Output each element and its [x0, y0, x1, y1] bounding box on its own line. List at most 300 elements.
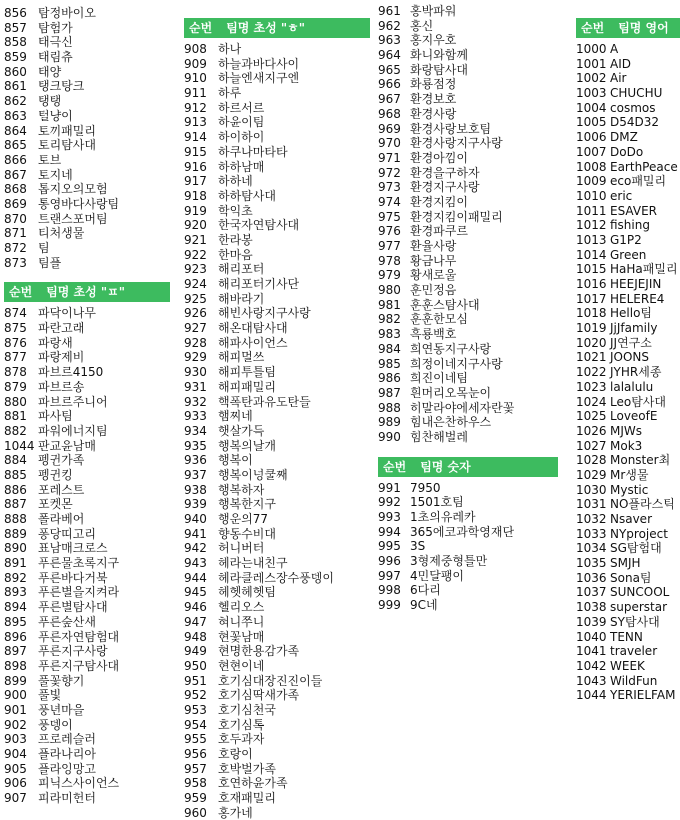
- team-number: 1044: [4, 438, 35, 453]
- team-row: [4, 615, 170, 630]
- team-row: [576, 453, 680, 468]
- team-name: TENN: [610, 629, 643, 644]
- team-name: 7950: [410, 480, 441, 495]
- team-row: [576, 145, 680, 160]
- team-name: 풍뎅이: [38, 717, 73, 732]
- team-name: 푸른별탐사대: [38, 600, 108, 615]
- team-number: 997: [378, 568, 401, 583]
- team-number: 1013: [576, 232, 607, 247]
- team-row: [184, 571, 370, 586]
- team-row: [184, 380, 370, 395]
- team-name: 해파사이언스: [218, 335, 288, 350]
- team-number: 1029: [576, 467, 607, 482]
- team-number: 1014: [576, 247, 607, 262]
- team-name: SY탐사대: [610, 614, 660, 629]
- team-number: 943: [184, 556, 207, 571]
- team-name: 탐정바이오: [38, 6, 96, 20]
- team-name: 학익초: [218, 203, 253, 218]
- team-number: 942: [184, 541, 207, 556]
- team-name: 행복의날개: [218, 438, 276, 453]
- team-number: 1012: [576, 218, 607, 233]
- team-number: 932: [184, 394, 207, 409]
- team-row: [378, 510, 558, 525]
- team-row: [4, 659, 170, 674]
- team-row: [378, 525, 558, 540]
- team-number: 971: [378, 150, 401, 165]
- team-number: 909: [184, 56, 207, 71]
- team-name: 판교윤남매: [38, 438, 96, 453]
- team-number: 915: [184, 144, 207, 159]
- team-row: [184, 350, 370, 365]
- team-name: 행복이넝쿨째: [218, 467, 288, 482]
- team-number: 975: [378, 209, 401, 224]
- header-team-label: 팀명 영어: [618, 21, 669, 35]
- team-row: [184, 468, 370, 483]
- team-name: 환경파쿠르: [410, 224, 468, 239]
- team-row: [576, 189, 680, 204]
- team-name: 호기심대장진진이들: [218, 673, 323, 688]
- team-row: [184, 336, 370, 351]
- team-name: ESAVER: [610, 203, 657, 218]
- team-row: [576, 365, 680, 380]
- team-row: [576, 571, 680, 586]
- team-row: [184, 762, 370, 777]
- team-number: 993: [378, 510, 401, 524]
- team-name: SG탐험대: [610, 541, 662, 556]
- header-team-label: 팀명 초성 "ㅎ": [226, 21, 306, 35]
- team-row: [4, 153, 170, 168]
- team-row: [184, 600, 370, 615]
- team-row: [576, 688, 680, 703]
- team-number: 989: [378, 415, 401, 430]
- team-row: [4, 468, 170, 483]
- team-name: 호연하윤가족: [218, 776, 288, 791]
- team-row: [4, 688, 170, 703]
- team-name: Leo탐사대: [610, 394, 666, 409]
- team-row: [4, 182, 170, 197]
- team-name: SMJH: [610, 556, 641, 571]
- team-row: [4, 197, 170, 212]
- team-name: Mok3: [610, 438, 643, 453]
- team-number: 978: [378, 253, 401, 268]
- team-name: 힘내은찬하우스: [410, 415, 492, 430]
- team-number: 869: [4, 196, 27, 211]
- team-row: [4, 94, 170, 109]
- team-row: [4, 571, 170, 586]
- team-number: 1010: [576, 188, 607, 203]
- team-row: [4, 556, 170, 571]
- team-number: 901: [4, 702, 27, 717]
- team-row: [378, 19, 558, 34]
- team-row: [4, 527, 170, 542]
- team-name: 해온대탐사대: [218, 321, 288, 336]
- team-row: [378, 195, 558, 210]
- team-name: 푸른별을지켜라: [38, 585, 120, 600]
- team-name: Sona팀: [610, 570, 652, 585]
- team-name: 태양: [38, 64, 62, 79]
- team-name: 홍가네: [218, 805, 253, 820]
- team-name: 푸른숲산새: [38, 614, 96, 629]
- team-name: 프로레슬러: [38, 732, 96, 747]
- team-number: 889: [4, 526, 27, 541]
- team-row: [4, 644, 170, 659]
- team-name: 행운의77: [218, 512, 269, 526]
- team-number: 891: [4, 556, 27, 571]
- team-name: 혀니쭈니: [218, 614, 265, 629]
- team-number: 1016: [576, 277, 607, 291]
- team-name: JYHR세종: [610, 365, 662, 380]
- team-row: [4, 439, 170, 454]
- team-name: G1P2: [610, 232, 642, 247]
- team-row: [4, 703, 170, 718]
- team-number: 1007: [576, 144, 607, 159]
- team-number: 908: [184, 42, 207, 56]
- team-name: HELERE4: [610, 291, 665, 306]
- team-row: [378, 371, 558, 386]
- team-row: [378, 239, 558, 254]
- team-number: 899: [4, 673, 27, 688]
- team-number: 880: [4, 394, 27, 409]
- team-name: 펭귄킹: [38, 467, 73, 482]
- team-number: 912: [184, 100, 207, 115]
- team-row: [184, 248, 370, 263]
- team-number: 948: [184, 629, 207, 644]
- team-row: [576, 615, 680, 630]
- team-name: 하나: [218, 42, 242, 56]
- team-name: 히말라야에세자란꽃: [410, 400, 515, 415]
- team-number: 1005: [576, 115, 607, 130]
- team-row: [576, 336, 680, 351]
- team-number: 998: [378, 583, 401, 598]
- team-number: 944: [184, 570, 207, 585]
- team-number: 922: [184, 247, 207, 262]
- team-row: [184, 42, 370, 57]
- team-name: 호기심딱새가족: [218, 688, 300, 703]
- team-row: [184, 365, 370, 380]
- team-row: [4, 50, 170, 65]
- team-name: 트랜스포머팀: [38, 211, 108, 226]
- team-number: 941: [184, 526, 207, 541]
- team-number: 858: [4, 35, 27, 50]
- team-number: 984: [378, 341, 401, 356]
- team-number: 967: [378, 92, 401, 107]
- team-name: 화룡점정: [410, 77, 457, 92]
- team-name: 파워에너지팀: [38, 423, 108, 438]
- team-row: [378, 283, 558, 298]
- team-number: 999: [378, 598, 401, 613]
- team-name: 해빈사랑지구사랑: [218, 306, 311, 321]
- team-row: [4, 321, 170, 336]
- team-name: 해리포터기사단: [218, 277, 300, 291]
- team-name: 햄찌네: [218, 409, 253, 424]
- team-name: 하쿠나마타타: [218, 144, 288, 159]
- column-2: [184, 4, 370, 820]
- team-name: 훈훈한모심: [410, 312, 468, 327]
- team-number: 945: [184, 585, 207, 600]
- team-row: [576, 292, 680, 307]
- team-number: 897: [4, 644, 27, 659]
- team-number: 1000: [576, 42, 607, 56]
- team-row: [576, 321, 680, 336]
- team-number: 968: [378, 106, 401, 121]
- team-row: [4, 365, 170, 380]
- team-name: 파브르주니어: [38, 394, 108, 409]
- team-number: 1035: [576, 556, 607, 571]
- team-row: [184, 644, 370, 659]
- team-name: 햇살가득: [218, 423, 265, 438]
- team-row: [184, 453, 370, 468]
- team-number: 1004: [576, 100, 607, 115]
- team-name: 호박벌가족: [218, 761, 276, 776]
- team-number: 900: [4, 688, 27, 703]
- team-number: 862: [4, 94, 27, 109]
- section-header: [576, 18, 680, 38]
- column-1: [4, 6, 170, 806]
- team-number: 1017: [576, 291, 607, 306]
- team-row: [4, 776, 170, 791]
- team-number: 874: [4, 306, 27, 321]
- team-number: 976: [378, 224, 401, 239]
- team-name: 헬리오스: [218, 600, 265, 615]
- team-row: [576, 600, 680, 615]
- team-name: 현현이네: [218, 658, 265, 673]
- team-name: 훈훈스탐사대: [410, 297, 480, 312]
- team-name: EarthPeace: [610, 159, 678, 174]
- team-name: 훈민정음: [410, 283, 457, 298]
- team-row: [4, 79, 170, 94]
- team-name: 퐁당띠고리: [38, 526, 96, 541]
- team-number: 1018: [576, 306, 607, 321]
- team-block: [378, 457, 558, 613]
- team-name: 한마음: [218, 247, 253, 262]
- team-name: NYproject: [610, 526, 668, 541]
- team-name: 푸른자연탐험대: [38, 629, 120, 644]
- team-row: [378, 224, 558, 239]
- team-name: eric: [610, 188, 633, 203]
- team-name: 행복한지구: [218, 497, 276, 512]
- team-row: [4, 6, 170, 21]
- team-name: 흑룡백호: [410, 327, 457, 342]
- header-team-label: 팀명 숫자: [420, 459, 471, 474]
- team-number: 1041: [576, 644, 607, 659]
- team-row: [184, 160, 370, 175]
- team-number: 1020: [576, 335, 607, 350]
- team-row: [576, 115, 680, 130]
- team-number: 884: [4, 453, 27, 468]
- team-number: 920: [184, 218, 207, 233]
- team-name: 탱탱: [38, 94, 62, 109]
- team-row: [378, 180, 558, 195]
- team-name: 호기심톡: [218, 717, 265, 732]
- team-name: AID: [610, 56, 631, 71]
- team-row: [184, 718, 370, 733]
- team-row: [378, 342, 558, 357]
- team-row: [4, 630, 170, 645]
- team-row: [184, 86, 370, 101]
- team-name: 해바라기: [218, 291, 265, 306]
- team-name: WildFun: [610, 673, 658, 688]
- team-number: 946: [184, 600, 207, 615]
- team-number: 1032: [576, 512, 607, 526]
- header-number-label: 순번: [189, 21, 213, 35]
- team-number: 964: [378, 48, 401, 63]
- team-row: [378, 151, 558, 166]
- team-row: [378, 254, 558, 269]
- team-number: 928: [184, 335, 207, 350]
- team-block: [576, 18, 680, 703]
- team-row: [576, 101, 680, 116]
- team-row: [4, 674, 170, 689]
- team-block: [4, 6, 170, 270]
- team-number: 1044: [576, 688, 607, 703]
- team-name: 환경보호: [410, 92, 457, 107]
- team-number: 866: [4, 152, 27, 167]
- team-row: [576, 541, 680, 556]
- team-row: [378, 268, 558, 283]
- team-row: [576, 262, 680, 277]
- team-row: [184, 292, 370, 307]
- team-row: [184, 277, 370, 292]
- team-row: [378, 33, 558, 48]
- team-row: [576, 630, 680, 645]
- team-name: 푸른바다거북: [38, 570, 108, 585]
- team-row: [184, 130, 370, 145]
- team-row: [378, 136, 558, 151]
- team-name: 현꽃남매: [218, 629, 265, 644]
- team-row: [184, 527, 370, 542]
- team-row: [378, 401, 558, 416]
- team-name: 파사팀: [38, 409, 73, 424]
- team-number: 914: [184, 130, 207, 145]
- team-name: 호랑이: [218, 747, 253, 761]
- team-row: [576, 380, 680, 395]
- team-number: 949: [184, 644, 207, 659]
- team-number: 1031: [576, 497, 607, 512]
- team-row: [378, 4, 558, 19]
- team-name: 황새로울: [410, 268, 457, 283]
- team-row: [184, 174, 370, 189]
- team-name: 탱크탕크: [38, 79, 85, 94]
- team-name: 푸른지구탐사대: [38, 658, 120, 673]
- team-number: 1043: [576, 673, 607, 688]
- team-name: 향동수비대: [218, 526, 276, 541]
- team-name: eco패밀리: [610, 174, 667, 189]
- team-row: [4, 424, 170, 439]
- team-name: 하하탐사대: [218, 188, 276, 203]
- team-name: 탐험가: [38, 20, 73, 35]
- team-name: LoveofE: [610, 409, 658, 424]
- team-name: 해피투틀팀: [218, 365, 276, 380]
- team-name: 1501호팀: [410, 495, 464, 510]
- team-name: DMZ: [610, 130, 638, 145]
- team-row: [184, 57, 370, 72]
- team-number: 929: [184, 350, 207, 365]
- team-number: 969: [378, 121, 401, 136]
- team-name: 피닉스사이언스: [38, 776, 120, 791]
- team-number: 970: [378, 136, 401, 151]
- team-number: 863: [4, 108, 27, 123]
- team-row: [184, 71, 370, 86]
- section-header: [4, 282, 170, 302]
- team-name: 한국자연탐사대: [218, 218, 300, 233]
- team-name: 한라봉: [218, 232, 253, 247]
- team-name: 폴라베어: [38, 512, 85, 526]
- team-name: 현명한용감가족: [218, 644, 300, 659]
- team-number: 1026: [576, 423, 607, 438]
- team-name: 하하네: [218, 174, 253, 189]
- team-name: Air: [610, 71, 627, 86]
- team-number: 876: [4, 335, 27, 350]
- team-number: 955: [184, 732, 207, 747]
- team-name: 행복이: [218, 453, 253, 468]
- team-name: 홍박파워: [410, 4, 457, 18]
- team-row: [378, 569, 558, 584]
- team-number: 913: [184, 115, 207, 130]
- team-number: 979: [378, 268, 401, 283]
- team-number: 879: [4, 379, 27, 394]
- team-number: 947: [184, 614, 207, 629]
- team-name: A: [610, 42, 619, 56]
- team-name: YERIELFAM: [610, 688, 676, 703]
- team-number: 952: [184, 688, 207, 703]
- team-number: 1030: [576, 482, 607, 497]
- team-name: 피라미헌터: [38, 791, 96, 806]
- team-row: [4, 306, 170, 321]
- team-number: 875: [4, 321, 27, 336]
- team-row: [378, 210, 558, 225]
- team-row: [4, 256, 170, 271]
- team-number: 861: [4, 79, 27, 94]
- team-name: HaHa패밀리: [610, 262, 678, 277]
- team-number: 881: [4, 409, 27, 424]
- team-row: [184, 688, 370, 703]
- team-row: [4, 138, 170, 153]
- team-number: 859: [4, 50, 27, 65]
- team-row: [378, 357, 558, 372]
- team-number: 926: [184, 306, 207, 321]
- team-number: 885: [4, 467, 27, 482]
- team-row: [378, 539, 558, 554]
- team-number: 1042: [576, 658, 607, 673]
- team-row: [4, 226, 170, 241]
- team-row: [184, 101, 370, 116]
- team-number: 867: [4, 167, 27, 182]
- team-row: [184, 395, 370, 410]
- team-number: 990: [378, 429, 401, 444]
- team-name: 해리포터: [218, 262, 265, 277]
- team-row: [378, 298, 558, 313]
- team-name: 토브: [38, 152, 62, 167]
- team-number: 878: [4, 365, 27, 380]
- team-row: [576, 409, 680, 424]
- team-number: 977: [378, 239, 401, 253]
- team-row: [576, 174, 680, 189]
- team-number: 864: [4, 123, 27, 138]
- team-number: 996: [378, 554, 401, 569]
- team-number: 1022: [576, 365, 607, 380]
- team-number: 921: [184, 232, 207, 247]
- team-name: D54D32: [610, 115, 660, 130]
- team-number: 856: [4, 6, 27, 20]
- team-name: 1초의유레카: [410, 510, 476, 524]
- team-name: 환경사랑지구사랑: [410, 136, 503, 151]
- team-row: [4, 512, 170, 527]
- team-number: 1002: [576, 71, 607, 86]
- team-name: 풀꽃향기: [38, 673, 85, 688]
- team-row: [184, 189, 370, 204]
- team-name: 톱지오의모험: [38, 182, 108, 197]
- team-number: 892: [4, 570, 27, 585]
